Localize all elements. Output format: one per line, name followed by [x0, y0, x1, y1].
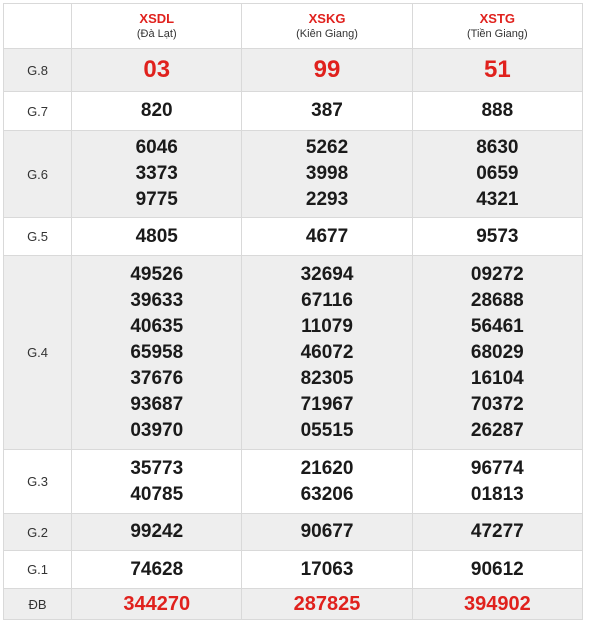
prize-cell: [242, 256, 412, 450]
prize-row-g3: [4, 450, 583, 514]
prize-number: 51: [483, 56, 511, 83]
province-code[interactable]: XSKG: [308, 11, 346, 26]
prize-cell: [412, 589, 582, 620]
prize-row-special: [4, 589, 583, 620]
province-header-xskg[interactable]: [242, 4, 412, 49]
province-code[interactable]: XSTG: [479, 11, 516, 26]
prize-cell: [412, 514, 582, 551]
prize-cell: [72, 131, 242, 218]
prize-number: 6046: [135, 137, 178, 158]
prize-number: 39633: [130, 289, 184, 311]
prize-number: 47277: [470, 521, 524, 542]
province-header-xstg[interactable]: [412, 4, 582, 49]
prize-number: 40785: [130, 483, 184, 505]
prize-row-g5: [4, 218, 583, 256]
prize-number: 21620: [300, 457, 354, 479]
prize-row-g7: [4, 92, 583, 131]
prize-number: 74628: [130, 558, 184, 580]
special-prize-number: 344270: [123, 593, 191, 615]
prize-number: 888: [481, 100, 514, 121]
prize-number: 32694: [300, 263, 354, 285]
prize-cell: [72, 514, 242, 551]
prize-label: G.6: [4, 131, 72, 218]
prize-number: 37676: [130, 367, 184, 389]
province-name: (Tiền Giang): [466, 28, 528, 40]
prize-number: 90677: [300, 521, 354, 542]
prize-number: 71967: [300, 393, 354, 415]
prize-number: 9775: [135, 189, 178, 210]
prize-cell: [242, 514, 412, 551]
prize-number: 4805: [135, 225, 178, 247]
prize-label: G.1: [4, 551, 72, 589]
prize-number: 03970: [130, 419, 184, 441]
prize-cell: [72, 218, 242, 256]
prize-number: 67116: [301, 289, 353, 311]
prize-cell: [72, 450, 242, 514]
prize-number: 05515: [300, 419, 354, 441]
prize-cell: [72, 551, 242, 589]
prize-number: 63206: [300, 483, 354, 505]
prize-number: 3373: [135, 163, 178, 184]
prize-cell: [412, 450, 582, 514]
prize-cell: [72, 589, 242, 620]
prize-number: 01813: [470, 483, 524, 505]
prize-row-g4: [4, 256, 583, 450]
prize-cell: [242, 450, 412, 514]
prize-cell: [242, 92, 412, 131]
header-row: [4, 4, 583, 49]
header-corner: [4, 4, 72, 49]
prize-cell: [412, 92, 582, 131]
prize-number: 3998: [305, 163, 349, 184]
prize-label: G.5: [4, 218, 72, 256]
prize-number: 9573: [476, 225, 519, 247]
prize-cell: [242, 218, 412, 256]
prize-number: 17063: [300, 558, 354, 580]
prize-label: G.7: [4, 92, 72, 131]
prize-number: 03: [143, 56, 171, 83]
prize-cell: [242, 49, 412, 92]
prize-number: 28688: [470, 289, 524, 311]
prize-number: 49526: [130, 263, 184, 285]
prize-number: 35773: [130, 457, 184, 479]
province-name: (Kiên Giang): [296, 28, 358, 40]
prize-row-g2: [4, 514, 583, 551]
prize-cell: [242, 589, 412, 620]
prize-number: 96774: [470, 457, 524, 479]
prize-cell: [412, 131, 582, 218]
province-name: (Đà Lạt): [136, 28, 177, 40]
prize-number: 4321: [476, 189, 519, 210]
prize-number: 0659: [476, 163, 519, 184]
prize-number: 99: [313, 56, 341, 83]
prize-number: 99242: [130, 521, 184, 542]
prize-cell: [72, 256, 242, 450]
prize-number: 820: [140, 100, 173, 121]
prize-number: 11079: [301, 315, 353, 337]
prize-number: 90612: [470, 558, 524, 580]
special-prize-number: 287825: [293, 593, 361, 615]
prize-label: ĐB: [4, 589, 72, 620]
prize-row-g8: [4, 49, 583, 92]
prize-number: 2293: [305, 189, 349, 210]
prize-label: G.2: [4, 514, 72, 551]
prize-number: 40635: [130, 315, 184, 337]
prize-cell: [412, 256, 582, 450]
prize-number: 68029: [470, 341, 524, 363]
prize-label: G.4: [4, 256, 72, 450]
prize-row-g1: [4, 551, 583, 589]
prize-cell: [412, 49, 582, 92]
prize-number: 8630: [476, 137, 519, 158]
prize-row-g6: [4, 131, 583, 218]
lottery-results-table: [3, 3, 583, 620]
prize-cell: [412, 551, 582, 589]
prize-number: 82305: [300, 367, 354, 389]
prize-cell: [72, 49, 242, 92]
prize-number: 16104: [470, 367, 524, 389]
prize-number: 5262: [305, 137, 349, 158]
prize-number: 65958: [130, 341, 184, 363]
prize-cell: [242, 551, 412, 589]
prize-number: 4677: [305, 225, 349, 247]
province-code[interactable]: XSDL: [139, 11, 175, 26]
prize-number: 46072: [300, 341, 354, 363]
prize-cell: [72, 92, 242, 131]
prize-label: G.3: [4, 450, 72, 514]
prize-label: G.8: [4, 49, 72, 92]
prize-number: 387: [311, 100, 343, 121]
prize-number: 93687: [130, 393, 184, 415]
prize-number: 26287: [470, 419, 524, 441]
prize-number: 09272: [470, 263, 524, 285]
prize-number: 56461: [470, 315, 524, 337]
prize-number: 70372: [470, 393, 524, 415]
province-header-xsdl[interactable]: [72, 4, 242, 49]
special-prize-number: 394902: [463, 593, 531, 615]
prize-cell: [412, 218, 582, 256]
prize-cell: [242, 131, 412, 218]
